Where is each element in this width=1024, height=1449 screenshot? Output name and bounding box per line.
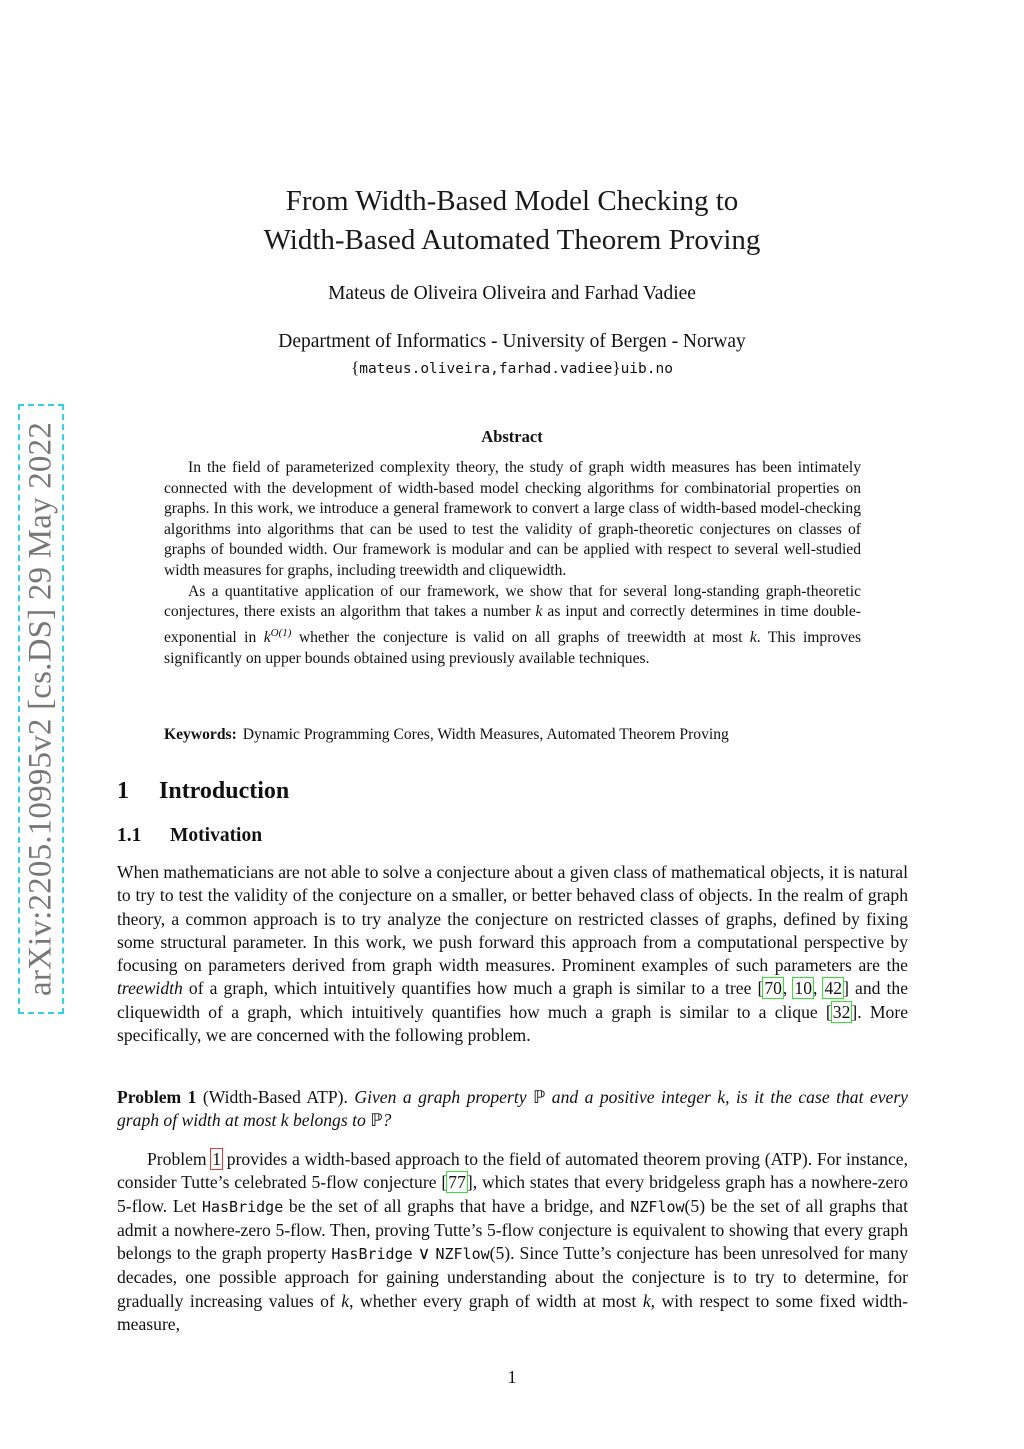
email-close-brace: } <box>612 358 621 377</box>
keywords <box>164 726 884 744</box>
arxiv-stamp <box>18 404 64 1014</box>
email-domain: uib.no <box>620 361 673 377</box>
title-line-2: Width-Based Automated Theorem Proving <box>263 224 761 256</box>
section-heading <box>117 778 289 805</box>
body-text: , whether every graph of width at most <box>349 1290 643 1311</box>
email <box>0 358 1024 378</box>
page-number: 1 <box>507 1367 517 1387</box>
math-exponent: O(1) <box>270 626 292 639</box>
math-k: k <box>749 628 757 646</box>
code-hasbridge: HasBridge <box>201 1197 284 1216</box>
body-text: of a graph, which intuitively quantifies how much a graph is similar to a tree [ <box>182 978 764 999</box>
body-text: (5) be the set of all graphs that admit a nowhere-zero 5-flow. Then, proving Tutte’s 5-flow conjecture is equivalent to showing that every graph belongs to the graph property <box>117 1195 908 1264</box>
body-text: (5). Since Tutte’s conjecture has been unresolved for many decades, one possible approach for gaining understanding about the conjecture is to try to determine, for gradually increasing values of <box>117 1243 908 1311</box>
citation-link-32[interactable]: 32 <box>832 1001 851 1022</box>
subsection-number: 1.1 <box>117 825 142 846</box>
emphasis-treewidth: treewidth <box>117 978 183 999</box>
intro-paragraph-2 <box>117 1148 908 1336</box>
code-nzflow: NZFlow <box>630 1197 685 1216</box>
title-line-1: From Width-Based Model Checking to <box>285 185 739 217</box>
section-number: 1 <box>117 778 129 804</box>
problem-text: and a positive integer <box>545 1087 718 1107</box>
math-or: ∨ <box>412 1243 436 1264</box>
problem-text: belongs to <box>288 1110 371 1131</box>
affiliation: Department of Informatics - University of Bergen - Norway <box>278 331 746 352</box>
code-hasbridge: HasBridge <box>331 1245 413 1264</box>
body-text: ] and the cliquewidth of a graph, which intuitively quantifies how much a graph is similar to a clique [ <box>117 978 908 1022</box>
math-P: ℙ <box>370 1110 383 1131</box>
citation-link-77[interactable]: 77 <box>448 1172 466 1193</box>
email-open-brace: { <box>351 358 360 377</box>
abstract-paragraph-1: In the field of parameterized complexity theory, the study of graph width measures has been intimately connected with the development of width-based model checking algorithms for combinatorial properties on graphs. In this work, we introduce a general framework to convert a large class of width-based model-checking algorithms into algorithms that can be used to test the validity of graph-theoretic conjectures on classes of graphs of bounded width. Our framework is modular and can be applied with respect to several well-studied width measures for graphs, including treewidth and cliquewidth. <box>164 459 861 579</box>
problem-text: Given a graph property <box>354 1087 533 1107</box>
keywords-text: Dynamic Programming Cores, Width Measures, Automated Theorem Proving <box>242 726 729 743</box>
abstract <box>164 458 861 669</box>
problem-text: , is it the case that every graph of width at most <box>117 1087 908 1131</box>
math-P: ℙ <box>532 1087 546 1107</box>
abstract-text: whether the conjecture is valid on all graphs of treewidth at most <box>291 628 750 646</box>
subsection-heading <box>117 825 262 847</box>
email-names: mateus.oliveira,farhad.vadiee <box>359 361 613 377</box>
intro-paragraph-1: When mathematicians are not able to solve a conjecture about a given class of mathematical objects, it is natural to try to test the validity of the conjecture on a smaller, or better behaved class of objects. In the realm of graph theory, a common approach is to try analyze the conjecture on restricted classes of graphs, defined by fixing some structural parameter. In this work, we push forward this approach from a computational perspective by focusing on parameters derived from graph width measures. Prominent examples of such parameters are the treewidth of a graph, which intuitively quantifies how much a graph is similar to a tree [70, 10, 42] and the cliquewidth of a graph, which intuitively quantifies how much a graph is similar to a clique [32]. More specifically, we are concerned with the following problem. <box>117 862 909 1046</box>
body-text: , with respect to some fixed width-measure, <box>117 1290 909 1335</box>
math-k: k <box>280 1110 289 1131</box>
body-text: Problem <box>147 1149 212 1169</box>
subsection-title: Motivation <box>170 825 263 846</box>
abstract-paragraph-2 <box>164 582 861 670</box>
abstract-text: as input and correctly determines in time double-exponential in <box>164 603 861 646</box>
problem-ref-link[interactable]: 1 <box>212 1149 222 1169</box>
math-k: k <box>642 1290 651 1311</box>
citation-link-42[interactable]: 42 <box>824 978 843 999</box>
body-text: ], which states that every bridgeless graph has a nowhere-zero 5-flow. Let <box>117 1172 908 1216</box>
problem-statement <box>117 1086 908 1133</box>
body-text: ]. More specifically, we are concerned with the following problem. <box>117 1001 909 1046</box>
paper-title <box>0 182 1024 260</box>
code-nzflow: NZFlow <box>435 1245 490 1264</box>
citation-link-10[interactable]: 10 <box>794 978 812 999</box>
body-text: When mathematicians are not able to solve a conjecture about a given class of mathematical objects, it is natural to try to test the validity of the conjecture on a smaller, or better behaved class of objects. In the realm of graph theory, a common approach is to try analyze the conjecture on restricted classes of graphs, defined by fixing some structural parameter. In this work, we push forward this approach from a computational perspective by focusing on parameters derived from graph width measures. Prominent examples of such parameters are the <box>117 862 908 976</box>
problem-name: (Width-Based ATP). <box>202 1087 348 1107</box>
body-text: be the set of all graphs that have a bridge, and <box>283 1195 631 1216</box>
abstract-heading: Abstract <box>481 427 543 446</box>
problem-label: Problem 1 <box>117 1087 197 1107</box>
abstract-text: . This improves significantly on upper bounds obtained using previously available techniques. <box>164 628 862 667</box>
math-k: k <box>717 1087 726 1107</box>
problem-text: ? <box>382 1110 392 1131</box>
citation-link-70[interactable]: 70 <box>764 978 782 999</box>
math-k: k <box>263 628 271 646</box>
body-text: provides a width-based approach to the field of automated theorem proving (ATP). For instance, consider Tutte’s celebrated 5-flow conjecture [ <box>117 1149 908 1193</box>
authors: Mateus de Oliveira Oliveira and Farhad Vadiee <box>328 283 696 304</box>
keywords-label: Keywords: <box>164 726 237 743</box>
section-title: Introduction <box>159 778 290 804</box>
math-k: k <box>341 1290 350 1311</box>
math-k: k <box>535 603 543 621</box>
arxiv-identifier: arXiv:2205.10995v2 [cs.DS] 29 May 2022 <box>22 421 59 997</box>
abstract-text: As a quantitative application of our framework, we show that for several long-standing graph-theoretic conjectures, there exists an algorithm that takes a number <box>164 582 861 621</box>
